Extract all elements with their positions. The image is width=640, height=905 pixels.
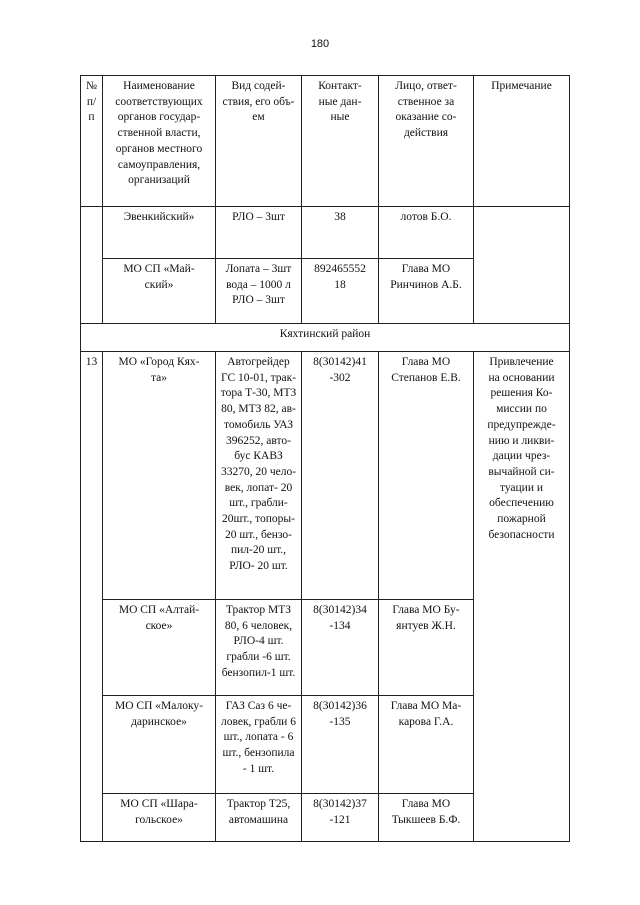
section-header-row <box>81 324 570 352</box>
contact-cell: 8(30142)34 -134 <box>302 600 379 696</box>
page-number: 180 <box>310 38 330 50</box>
assistance-table <box>80 75 570 842</box>
aid-cell: РЛО – 3шт <box>216 207 302 259</box>
header-number: № п/ п <box>81 76 103 207</box>
table-row <box>81 352 570 600</box>
contact-cell: 892465552 18 <box>302 259 379 324</box>
contact-cell: 38 <box>302 207 379 259</box>
note-cell <box>474 207 570 324</box>
person-cell: Глава МО Бу- янтуев Ж.Н. <box>379 600 474 696</box>
section-title: Кяхтинский район <box>81 324 570 352</box>
note-cell: Привлечение на основании решения Ко- миссии по предупрежде- нию и ликви- дации чрез- вычайной си- туации и обеспечению пожарной безопасности <box>474 352 570 842</box>
person-cell: лотов Б.О. <box>379 207 474 259</box>
contact-cell: 8(30142)36 -135 <box>302 696 379 794</box>
organization-cell: МО СП «Шара- гольское» <box>103 794 216 842</box>
table-header-row <box>81 76 570 207</box>
header-organization: Наименование соответствующих органов государ- ственной власти, органов местного самоуправления, организаций <box>103 76 216 207</box>
header-contact: Контакт- ные дан- ные <box>302 76 379 207</box>
row-number: 13 <box>81 352 103 842</box>
organization-cell: МО СП «Май- ский» <box>103 259 216 324</box>
person-cell: Глава МО Степанов Е.В. <box>379 352 474 600</box>
header-note: Примечание <box>474 76 570 207</box>
aid-cell: Трактор Т25, автомашина <box>216 794 302 842</box>
aid-cell: Трактор МТЗ 80, 6 человек, РЛО-4 шт. грабли -6 шт. бензопил-1 шт. <box>216 600 302 696</box>
aid-cell: Лопата – 3шт вода – 1000 л РЛО – 3шт <box>216 259 302 324</box>
number-cell <box>81 207 103 324</box>
contact-cell: 8(30142)37 -121 <box>302 794 379 842</box>
table-row <box>81 207 570 259</box>
person-cell: Глава МО Ма- карова Г.А. <box>379 696 474 794</box>
aid-cell: ГАЗ Саз 6 че- ловек, грабли 6 шт., лопата - 6 шт., бензопила - 1 шт. <box>216 696 302 794</box>
organization-cell: МО СП «Малоку- даринское» <box>103 696 216 794</box>
organization-cell: МО «Город Кях- та» <box>103 352 216 600</box>
header-responsible-person: Лицо, ответ- ственное за оказание со- действия <box>379 76 474 207</box>
person-cell: Глава МО Ринчинов А.Б. <box>379 259 474 324</box>
organization-cell: МО СП «Алтай- ское» <box>103 600 216 696</box>
contact-cell: 8(30142)41 -302 <box>302 352 379 600</box>
organization-cell: Эвенкийский» <box>103 207 216 259</box>
header-aid-type: Вид содей- ствия, его объ- ем <box>216 76 302 207</box>
person-cell: Глава МО Тыкшеев Б.Ф. <box>379 794 474 842</box>
aid-cell: Автогрейдер ГС 10-01, трак- тора Т-30, МТЗ 80, МТЗ 82, ав- томобиль УАЗ 396252, авто- бус КАВЗ 33270, 20 чело- век, лопат- 20 шт., грабли- 20шт., топоры- 20 шт., бензо- пил-20 шт., РЛО- 20 шт. <box>216 352 302 600</box>
